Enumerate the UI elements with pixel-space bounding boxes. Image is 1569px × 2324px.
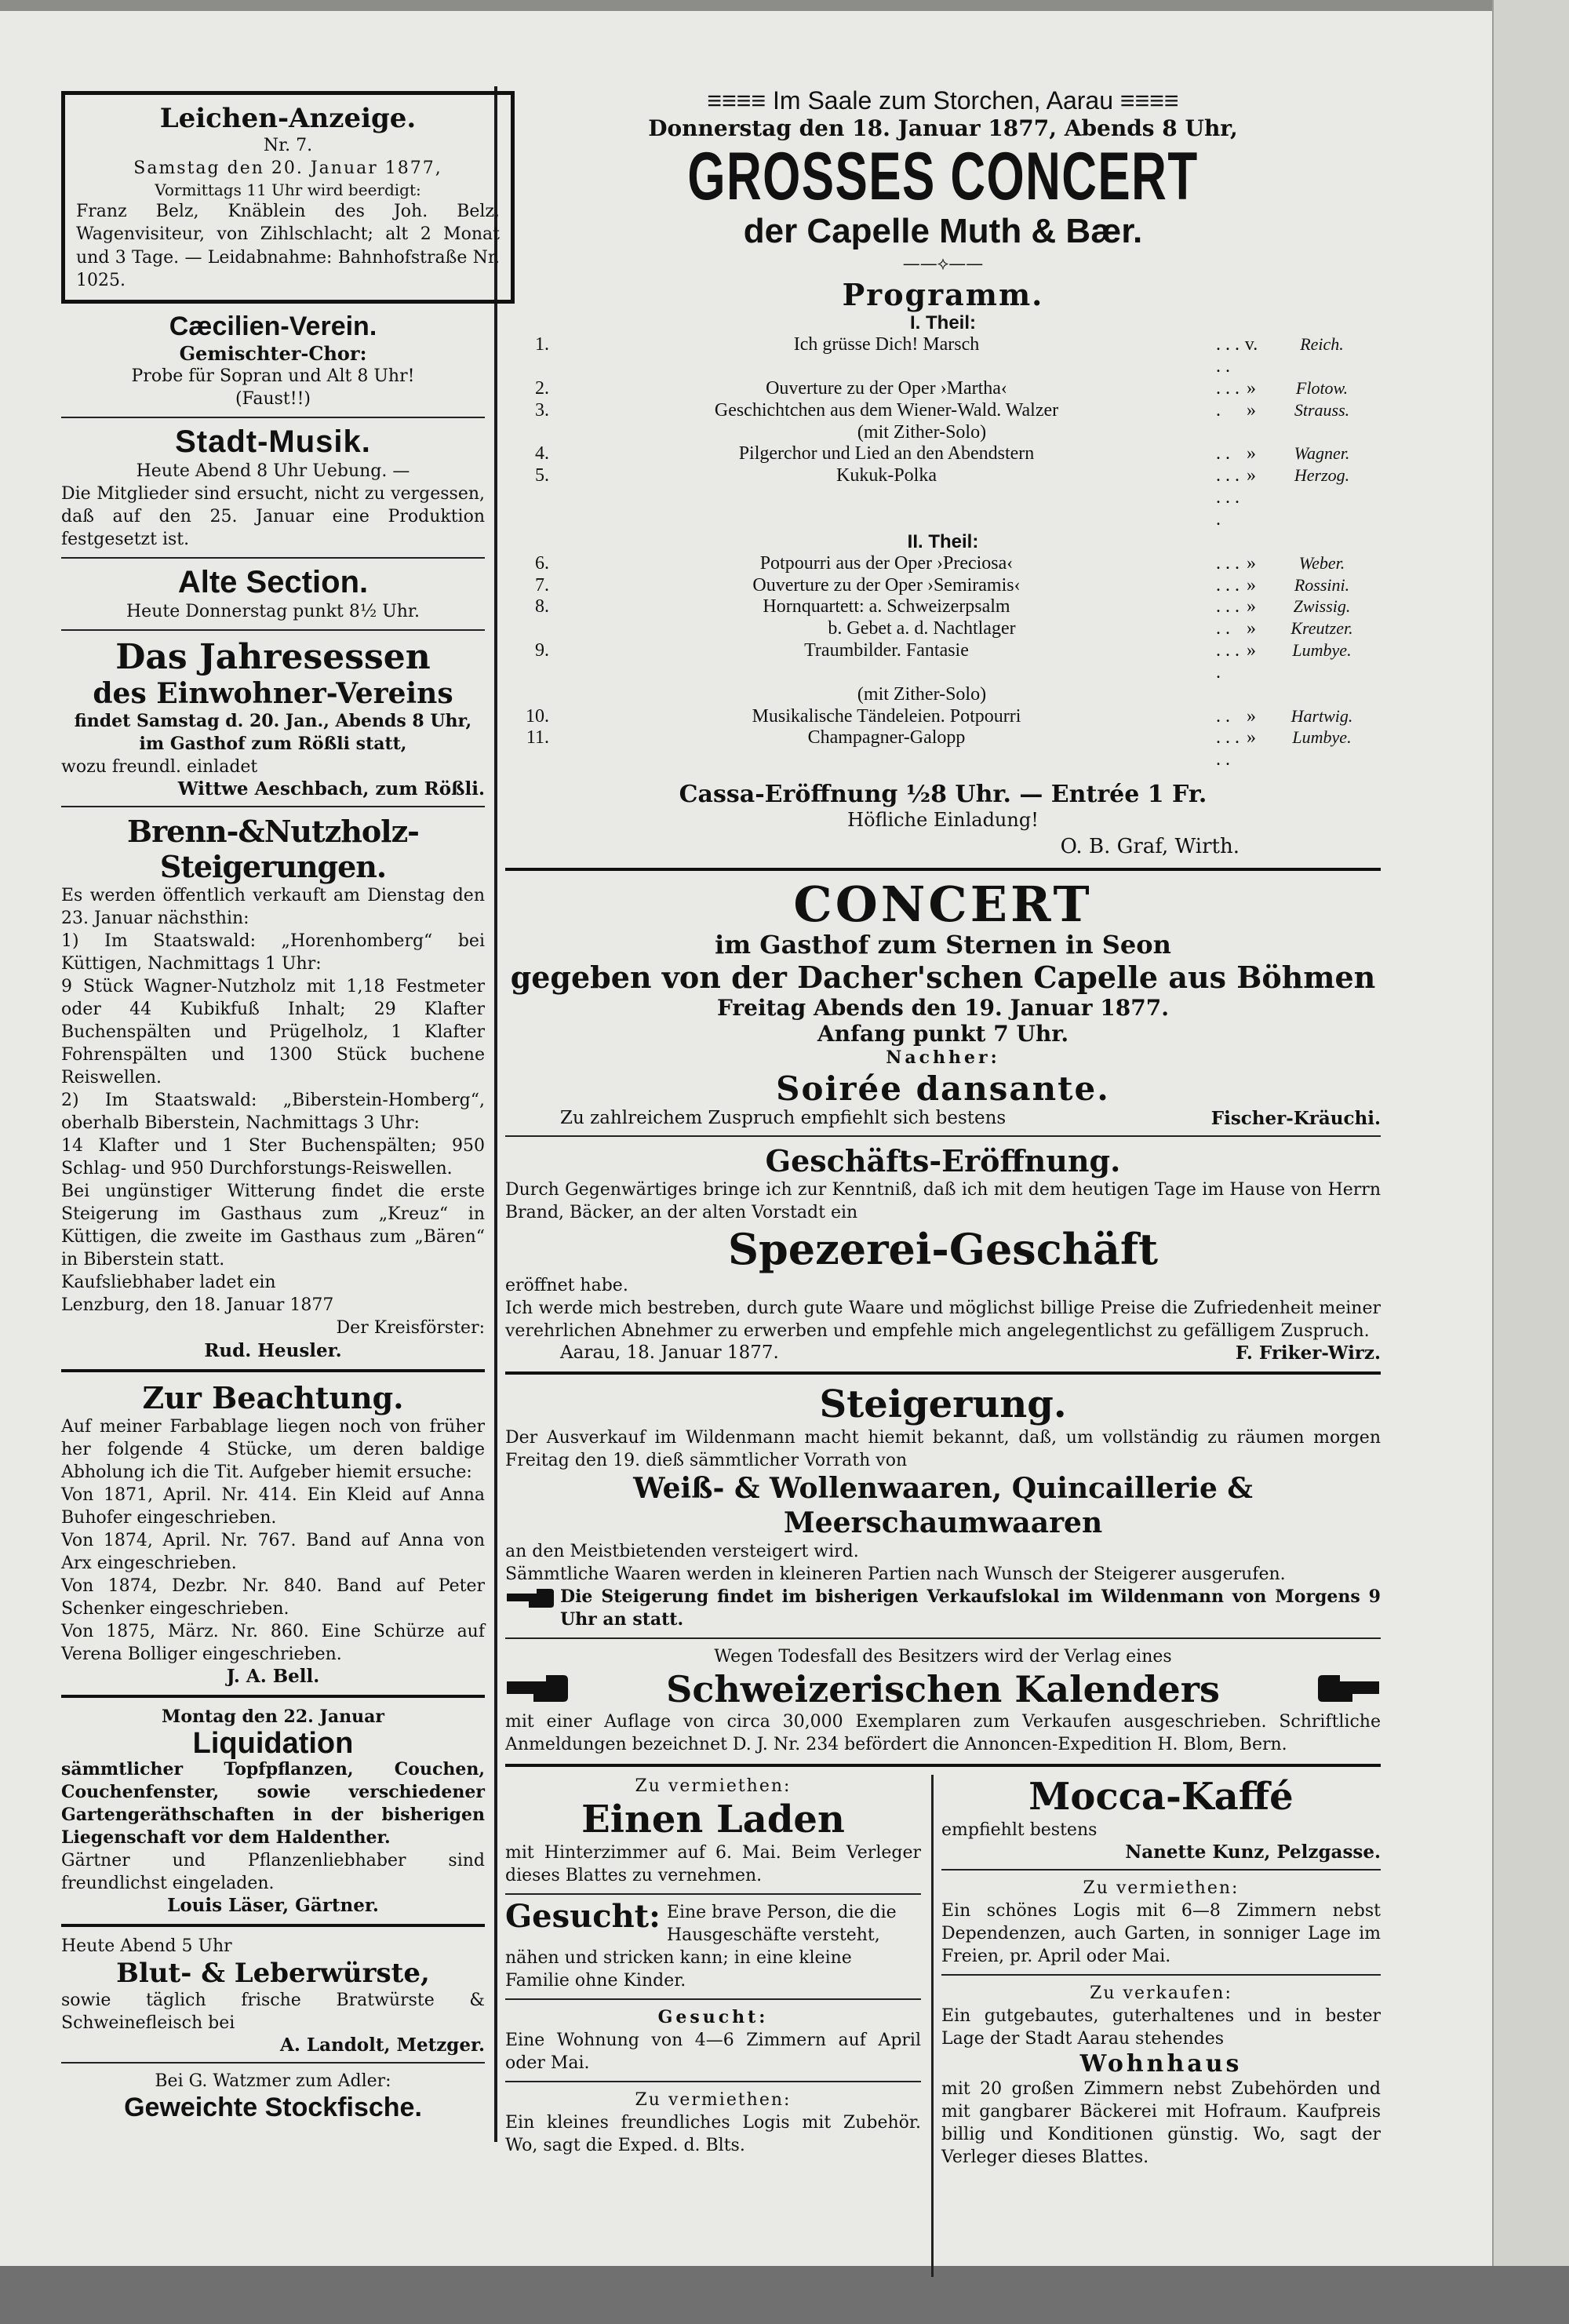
program-item bbox=[505, 575, 1381, 597]
jahresessen-line3: wozu freundl. einladet bbox=[61, 756, 258, 777]
program-part1-list bbox=[505, 334, 1381, 530]
program-item-number: 7. bbox=[535, 574, 549, 596]
liquidation-body: sämmtlicher Topfpflanzen, Couchen, Couchenfenster, sowie verschiedener Gartengeräthschaften in der bisherigen Liegenschaft vor dem Haldenther. bbox=[61, 1758, 485, 1848]
program-item-title: Kukuk-Polka bbox=[836, 465, 937, 486]
program-item bbox=[505, 443, 1381, 465]
liquidation-signature: Louis Läser, Gärtner. bbox=[167, 1895, 379, 1917]
program-item-number: 11. bbox=[526, 727, 549, 749]
divider bbox=[505, 1371, 1381, 1375]
stockfische-line1: Bei G. Watzmer zum Adler: bbox=[155, 2071, 391, 2092]
caecilien-title: Cæcilien-Verein. bbox=[169, 311, 377, 341]
program-item-number: 3. bbox=[535, 399, 549, 421]
divider bbox=[505, 868, 1381, 871]
program-item-composer bbox=[1263, 422, 1381, 444]
program-item bbox=[505, 553, 1381, 575]
stadt-musik bbox=[61, 424, 485, 551]
program-item-title: Potpourri aus der Oper ›Preciosa‹ bbox=[759, 552, 1014, 574]
steigerung-p4: Die Steigerung findet im bisherigen Verkaufslokal im Wildenmann von Morgens 9 Uhr an statt. bbox=[560, 1586, 1381, 1630]
program-item-dots: . . . . . . . bbox=[1216, 465, 1240, 530]
beachtung-title: Zur Beachtung. bbox=[142, 1379, 404, 1415]
concert2-footer bbox=[505, 1108, 1381, 1129]
gesucht2-body: Eine Wohnung von 4—6 Zimmern auf April oder Mai. bbox=[505, 2031, 921, 2074]
kalender-big: Schweizerischen Kalenders bbox=[666, 1667, 1220, 1710]
concert2-line2: gegeben von der Dacher'schen Capelle aus Böhmen bbox=[510, 960, 1376, 996]
laden-title: Einen Laden bbox=[581, 1797, 845, 1841]
steigerung-title: Steigerung. bbox=[819, 1382, 1067, 1427]
leichen-title: Leichen-Anzeige. bbox=[159, 103, 417, 134]
program-item-composer bbox=[1263, 684, 1381, 706]
kalender-title-row bbox=[505, 1668, 1381, 1710]
jahresessen-line1: findet Samstag d. 20. Jan., Abends 8 Uhr, bbox=[74, 710, 472, 731]
leichen-date: Samstag den 20. Januar 1877, bbox=[133, 158, 442, 179]
program-item-title: Ouverture zu der Oper ›Semiramis‹ bbox=[752, 574, 1021, 596]
gesucht1-body: Eine brave Person, die die Hausgeschäfte versteht, nähen und stricken kann; in eine kleine Familie ohne Kinder. bbox=[505, 1903, 897, 1991]
alte-title: Alte Section. bbox=[177, 564, 369, 599]
sub-column-divider bbox=[931, 1775, 934, 2277]
pointing-hand-right-icon bbox=[505, 1672, 568, 1707]
divider bbox=[505, 1764, 1381, 1767]
program-item-composer: Kreutzer. bbox=[1291, 618, 1353, 639]
program-item-title: Geschichtchen aus dem Wiener-Wald. Walzer bbox=[714, 399, 1059, 421]
scan-edge-right bbox=[1492, 0, 1569, 2324]
program-item-prefix: » bbox=[1247, 574, 1256, 596]
divider bbox=[61, 629, 485, 631]
program-item bbox=[505, 706, 1381, 728]
jahresessen-title1: Das Jahresessen bbox=[115, 636, 431, 677]
wohnhaus-p1: Ein gutgebautes, guterhaltenes und in bester Lage der Stadt Aarau stehendes bbox=[941, 2006, 1381, 2049]
laden bbox=[505, 1775, 921, 1887]
stadtmusik-line1: Heute Abend 8 Uhr Uebung. — bbox=[136, 461, 410, 481]
geschaeft-p2: eröffnet habe. bbox=[505, 1276, 628, 1296]
divider bbox=[61, 1695, 485, 1698]
beachtung-item: Von 1874, April. Nr. 767. Band auf Anna von Arx eingeschrieben. bbox=[61, 1530, 485, 1573]
gesucht-wohnung bbox=[505, 2006, 921, 2074]
divider bbox=[941, 1974, 1381, 1976]
program-item-prefix: » bbox=[1247, 552, 1256, 574]
logis2-title: Zu vermiethen: bbox=[1083, 1878, 1240, 1898]
ornament-rule-icon: ≡≡≡≡ bbox=[707, 86, 773, 115]
program-item-dots bbox=[1216, 422, 1240, 444]
beachtung-signature: J. A. Bell. bbox=[226, 1665, 320, 1687]
program-item-title: Ouverture zu der Oper ›Martha‹ bbox=[766, 377, 1007, 399]
program-item-composer: Lumbye. bbox=[1292, 727, 1352, 748]
divider bbox=[61, 557, 485, 559]
concert2-line7: Zu zahlreichem Zuspruch empfiehlt sich bestens bbox=[560, 1108, 1007, 1129]
program-item-title: b. Gebet a. d. Nachtlager bbox=[828, 618, 1016, 639]
program-item-composer: Strauss. bbox=[1294, 399, 1350, 420]
steigerung-p2: an den Meistbietenden versteigert wird. bbox=[505, 1541, 859, 1561]
laden-line1: Zu vermiethen: bbox=[635, 1776, 792, 1796]
program-item-number: 9. bbox=[535, 640, 549, 661]
wohnhaus-title: Zu verkaufen: bbox=[1090, 1983, 1232, 2004]
program-item-prefix: » bbox=[1247, 377, 1256, 399]
brenn-p4: 2) Im Staatswald: „Biberstein-Homberg“, oberhalb Biberstein, Nachmittags 3 Uhr: bbox=[61, 1091, 485, 1134]
geschaeft-footer bbox=[505, 1342, 1381, 1364]
program-item-number: 10. bbox=[526, 705, 549, 727]
jahresessen-line2: im Gasthof zum Rößli statt, bbox=[139, 733, 407, 754]
gesucht-person bbox=[505, 1898, 921, 1992]
program-item-prefix: » bbox=[1247, 465, 1256, 486]
program-item-dots: . . bbox=[1216, 443, 1230, 464]
divider bbox=[505, 2081, 921, 2082]
concert2-line6: Soirée dansante. bbox=[776, 1069, 1110, 1109]
program-item-title: (mit Zither-Solo) bbox=[857, 683, 987, 705]
program-title: Programm. bbox=[842, 277, 1044, 313]
program-item-dots: . . . . . bbox=[1216, 727, 1240, 770]
program-item-number bbox=[505, 422, 557, 444]
divider bbox=[505, 1893, 921, 1895]
concert1-invite: Höfliche Einladung! bbox=[847, 809, 1039, 832]
program-item-dots: . bbox=[1216, 399, 1221, 421]
program-item-composer: Weber. bbox=[1298, 552, 1345, 573]
kalender bbox=[505, 1645, 1381, 1756]
logis-gross bbox=[941, 1877, 1381, 1968]
brenn-role: Der Kreisförster: bbox=[336, 1318, 485, 1339]
liquidation bbox=[61, 1706, 485, 1916]
program-item bbox=[505, 400, 1381, 422]
concert1-title: GROSSES CONCERT bbox=[687, 139, 1199, 214]
blut-line1: Heute Abend 5 Uhr bbox=[61, 1936, 232, 1957]
program-item bbox=[505, 727, 1381, 771]
program-item-prefix: » bbox=[1247, 727, 1256, 749]
blut-signature: A. Landolt, Metzger. bbox=[280, 2034, 485, 2056]
concert2-line5: Nachher: bbox=[886, 1047, 1000, 1069]
divider bbox=[61, 806, 485, 807]
blut-title: Blut- & Leberwürste, bbox=[116, 1958, 430, 1990]
grosses-concert bbox=[505, 86, 1381, 860]
beachtung-p1: Auf meiner Farbablage liegen noch von früher her folgende 4 Stücke, um deren baldige Abholung ich die Tit. Aufgeber hiemit ersuche: bbox=[61, 1416, 485, 1482]
wohnhaus-p2: mit 20 großen Zimmern nebst Zubehörden und mit gangbarer Bäckerei mit Hofraum. Kaufpreis billig und Konditionen günstig. Wo, sagt der Verleger dieses Blattes. bbox=[941, 2079, 1381, 2168]
caecilien-subtitle: Gemischter-Chor: bbox=[179, 341, 367, 365]
program-item-prefix bbox=[1240, 422, 1263, 444]
alte-line: Heute Donnerstag punkt 8½ Uhr. bbox=[126, 601, 420, 621]
divider bbox=[61, 2062, 485, 2064]
right-column bbox=[505, 86, 1381, 2168]
small-ads-right bbox=[941, 1775, 1381, 2277]
left-column bbox=[61, 86, 500, 2142]
steigerung-big: Weiß- & Wollenwaaren, Quincaillerie & Meerschaumwaaren bbox=[633, 1472, 1253, 1539]
brenn-p2: 1) Im Staatswald: „Horenhomberg“ bei Küttigen, Nachmittags 1 Uhr: bbox=[61, 931, 485, 974]
laden-body: mit Hinterzimmer auf 6. Mai. Beim Verleger dieses Blattes zu vernehmen. bbox=[505, 1842, 921, 1886]
logis-klein bbox=[505, 2089, 921, 2157]
jahresessen-title2: des Einwohner-Vereins bbox=[93, 676, 453, 710]
kalender-p1: Wegen Todesfall des Besitzers wird der Verlag eines bbox=[714, 1646, 1172, 1667]
program-item-dots: . . . bbox=[1216, 552, 1240, 574]
stockfische-title: Geweichte Stockfische. bbox=[124, 2093, 422, 2123]
pointing-hand-left-icon bbox=[1318, 1672, 1381, 1707]
program-part1: I. Theil: bbox=[910, 312, 976, 334]
beachtung-item: Von 1874, Dezbr. Nr. 840. Band auf Peter Schenker eingeschrieben. bbox=[61, 1575, 485, 1619]
blut-body: sowie täglich frische Bratwürste & Schweinefleisch bei bbox=[61, 1991, 485, 2034]
program-item-composer: Reich. bbox=[1300, 334, 1344, 355]
geschaeft-big: Spezerei-Geschäft bbox=[727, 1224, 1159, 1275]
geschaeft-p3: Ich werde mich bestreben, durch gute Waare und möglichst billige Preise die Zufriedenheit meiner verehrlichen Abnehmer zu erwerben und empfehle mich angelegentlichst zu gefälligem Zuspruch. bbox=[505, 1299, 1381, 1342]
program-item-title: Traumbilder. Fantasie bbox=[804, 640, 969, 661]
program-item-number: 6. bbox=[535, 552, 549, 574]
divider bbox=[941, 1869, 1381, 1870]
divider bbox=[61, 1369, 485, 1372]
stadtmusik-body: Die Mitglieder sind ersucht, nicht zu vergessen, daß auf den 25. Januar eine Produktion festgesetzt ist. bbox=[61, 483, 485, 549]
program-part2-list bbox=[505, 553, 1381, 771]
steigerung-p1: Der Ausverkauf im Wildenmann macht hiemit bekannt, daß, um vollständig zu räumen morgen Freitag den 19. dieß sämmtlicher Vorrath von bbox=[505, 1428, 1381, 1471]
program-item bbox=[505, 684, 1381, 706]
mocca-title: Mocca-Kaffé bbox=[1028, 1774, 1294, 1819]
mocca-signature: Nanette Kunz, Pelzgasse. bbox=[1125, 1841, 1381, 1863]
program-item bbox=[505, 640, 1381, 684]
program-item-dots: . . . bbox=[1216, 596, 1240, 617]
kalender-p2: mit einer Auflage von circa 30,000 Exemplaren zum Verkaufen ausgeschrieben. Schriftliche Anmeldungen bezeichnet D. J. Nr. 234 befördert die Annoncen-Expedition H. Blom, Bern. bbox=[505, 1711, 1381, 1754]
scan-edge-top bbox=[0, 0, 1569, 11]
program-item bbox=[505, 618, 1381, 640]
caecilien-verein bbox=[61, 311, 485, 410]
concert1-subtitle: der Capelle Muth & Bær. bbox=[743, 212, 1143, 251]
concert-seon bbox=[505, 876, 1381, 1130]
program-item-prefix bbox=[1240, 684, 1263, 706]
mocca-kaffe bbox=[941, 1775, 1381, 1863]
pointing-hand-icon bbox=[505, 1586, 554, 1612]
leichen-body: Franz Belz, Knäblein des Joh. Belz, Wagenvisiteur, von Zihlschlacht; alt 2 Monat und 3 Tage. — Leidabnahme: Bahnhofstraße Nr. 1025. bbox=[76, 202, 500, 290]
program-item-number: 8. bbox=[535, 596, 549, 617]
divider bbox=[505, 1998, 921, 2000]
brenn-title: Brenn-&Nutzholz-Steigerungen. bbox=[127, 813, 419, 884]
brenn-p7: Kaufsliebhaber ladet ein bbox=[61, 1273, 276, 1293]
stockfische bbox=[61, 2070, 485, 2123]
divider bbox=[505, 1637, 1381, 1639]
gesucht1-title: Gesucht: bbox=[505, 1898, 661, 1936]
program-item-number: 2. bbox=[535, 377, 549, 399]
program-item bbox=[505, 596, 1381, 618]
small-ads-left bbox=[505, 1775, 921, 2277]
brenn-p3: 9 Stück Wagner-Nutzholz mit 1,18 Festmeter oder 44 Kubikfuß Inhalt; 29 Klafter Buchenspälten und Prügelholz, 1 Klafter Fohrenspälten und 1300 Stück buchene Reiswellen. bbox=[61, 977, 485, 1088]
gesucht2-title: Gesucht: bbox=[657, 2007, 769, 2028]
leichen-anzeige bbox=[61, 91, 515, 304]
concert2-signature: Fischer-Kräuchi. bbox=[1210, 1108, 1381, 1130]
concert1-signature: O. B. Graf, Wirth. bbox=[1060, 834, 1240, 858]
program-item-composer: Herzog. bbox=[1294, 465, 1350, 486]
concert1-venue: Im Saale zum Storchen, Aarau bbox=[773, 86, 1113, 115]
concert1-date: Donnerstag den 18. Januar 1877, Abends 8 Uhr, bbox=[648, 115, 1238, 141]
divider bbox=[61, 1924, 485, 1927]
caecilien-line2: (Faust!!) bbox=[235, 388, 311, 409]
brenn-signature: Rud. Heusler. bbox=[204, 1339, 342, 1361]
divider bbox=[505, 1135, 1381, 1137]
program-item-composer: Rossini. bbox=[1294, 574, 1350, 595]
brenn-place: Lenzburg, den 18. Januar 1877 bbox=[61, 1295, 334, 1316]
blut-leberwuerste bbox=[61, 1935, 485, 2056]
program-item-prefix: » bbox=[1247, 705, 1256, 727]
steigerung-p4-row bbox=[505, 1586, 1381, 1631]
concert2-title: CONCERT bbox=[793, 876, 1093, 934]
caecilien-line1: Probe für Sopran und Alt 8 Uhr! bbox=[131, 366, 415, 386]
program-item-dots bbox=[1216, 684, 1240, 706]
column-divider bbox=[494, 86, 497, 2142]
alte-section bbox=[61, 565, 485, 623]
program-item bbox=[505, 465, 1381, 530]
program-item-title: Champagner-Galopp bbox=[807, 727, 966, 749]
liquidation-title: Liquidation bbox=[192, 1726, 354, 1760]
jahresessen-signature: Wittwe Aeschbach, zum Rößli. bbox=[177, 778, 485, 800]
concert2-line3: Freitag Abends den 19. Januar 1877. bbox=[717, 995, 1169, 1022]
stadtmusik-title: Stadt-Musik. bbox=[175, 424, 371, 459]
logis2-body: Ein schönes Logis mit 6—8 Zimmern nebst Dependenzen, auch Garten, in sonniger Lage im Freien, pr. April oder Mai. bbox=[941, 1901, 1381, 1967]
geschaefts-eroeffnung bbox=[505, 1143, 1381, 1364]
concert2-line4: Anfang punkt 7 Uhr. bbox=[817, 1021, 1069, 1047]
program-item-composer: Wagner. bbox=[1294, 443, 1350, 464]
program-item-dots: . . bbox=[1216, 618, 1230, 639]
program-item-prefix: » bbox=[1247, 399, 1256, 421]
liquidation-p2: Gärtner und Pflanzenliebhaber sind freundlichst eingeladen. bbox=[61, 1851, 485, 1894]
ornament-icon: ——⟡—— bbox=[902, 254, 984, 275]
program-item-title: Ich grüsse Dich! Marsch bbox=[793, 334, 980, 355]
program-item-composer: Flotow. bbox=[1295, 377, 1349, 398]
leichen-time: Vormittags 11 Uhr wird beerdigt: bbox=[155, 180, 421, 200]
wohnhaus-big: Wohnhaus bbox=[1079, 2050, 1243, 2078]
concert1-cassa: Cassa-Eröffnung ½8 Uhr. — Entrée 1 Fr. bbox=[679, 781, 1207, 809]
program-item-prefix: » bbox=[1247, 640, 1256, 661]
brenn-p6: Bei ungünstiger Witterung findet die erste Steigerung im Gasthaus zum „Kreuz“ in Küttigen, die zweite im Gasthaus zum „Bären“ in Biberstein statt. bbox=[61, 1182, 485, 1270]
program-item-dots: . . . bbox=[1216, 377, 1240, 399]
program-item bbox=[505, 334, 1381, 378]
program-item-prefix: v. bbox=[1244, 334, 1258, 355]
beachtung-item: Von 1875, März. Nr. 860. Eine Schürze auf Verena Bolliger eingeschrieben. bbox=[61, 1621, 485, 1664]
program-item-composer: Hartwig. bbox=[1291, 705, 1353, 726]
program-item-number bbox=[505, 684, 557, 706]
program-item-prefix: » bbox=[1247, 596, 1256, 617]
mocca-line1: empfiehlt bestens bbox=[941, 1819, 1098, 1840]
program-item-dots: . . bbox=[1216, 705, 1230, 727]
steigerung bbox=[505, 1382, 1381, 1631]
program-item-composer: Zwissig. bbox=[1293, 596, 1351, 617]
liquidation-line1: Montag den 22. Januar bbox=[162, 1706, 384, 1727]
wohnhaus bbox=[941, 1982, 1381, 2169]
program-item-number: 4. bbox=[535, 443, 549, 464]
program-item-composer: Lumbye. bbox=[1292, 640, 1352, 661]
geschaeft-p1: Durch Gegenwärtiges bringe ich zur Kenntniß, daß ich mit dem heutigen Tage im Hause von Herrn Brand, Bäcker, an der alten Vorstadt ein bbox=[505, 1180, 1381, 1223]
program-item-title: Pilgerchor und Lied an den Abendstern bbox=[738, 443, 1035, 464]
steigerung-p3: Sämmtliche Waaren werden in kleineren Partien nach Wunsch der Steigerer ausgerufen. bbox=[505, 1564, 1286, 1584]
program-item-title: (mit Zither-Solo) bbox=[857, 421, 987, 443]
ornament-rule-icon: ≡≡≡≡ bbox=[1113, 86, 1179, 115]
brennholz-steigerungen bbox=[61, 814, 485, 1361]
geschaeft-signature: F. Friker-Wirz. bbox=[1235, 1342, 1381, 1364]
program-item-title: Hornquartett: a. Schweizerpsalm bbox=[763, 596, 1010, 617]
program-item-number: 1. bbox=[535, 334, 549, 355]
leichen-nr: Nr. 7. bbox=[263, 136, 313, 155]
brenn-p5: 14 Klafter und 1 Ster Buchenspälten; 950 Schlag- und 950 Durchforstungs-Reiswellen. bbox=[61, 1136, 485, 1179]
concert2-line1: im Gasthof zum Sternen in Seon bbox=[715, 930, 1171, 960]
geschaeft-place: Aarau, 18. Januar 1877. bbox=[560, 1342, 779, 1364]
zur-beachtung bbox=[61, 1380, 485, 1687]
program-item bbox=[505, 422, 1381, 444]
program-part2: II. Theil: bbox=[907, 530, 979, 552]
program-item-number: 5. bbox=[535, 465, 549, 486]
brenn-p1: Es werden öffentlich verkauft am Dienstag den 23. Januar nächsthin: bbox=[61, 885, 485, 928]
gesucht1-row bbox=[505, 1898, 921, 1992]
geschaeft-title: Geschäfts-Eröffnung. bbox=[765, 1143, 1121, 1179]
program-item bbox=[505, 378, 1381, 400]
divider bbox=[61, 417, 485, 418]
beachtung-item: Von 1871, April. Nr. 414. Ein Kleid auf Anna Buhofer eingeschrieben. bbox=[61, 1484, 485, 1528]
concert1-venue-row bbox=[505, 86, 1381, 115]
program-item-number bbox=[505, 618, 557, 640]
program-item-dots: . . . . . bbox=[1216, 334, 1240, 377]
program-item-prefix: » bbox=[1247, 618, 1256, 639]
logis1-body: Ein kleines freundliches Logis mit Zubehör. Wo, sagt die Exped. d. Blts. bbox=[505, 2113, 921, 2156]
program-item-dots: . . . . bbox=[1216, 640, 1240, 683]
program-item-title: Musikalische Tändeleien. Potpourri bbox=[752, 705, 1021, 727]
small-ads bbox=[505, 1775, 1381, 2277]
program-item-prefix: » bbox=[1247, 443, 1256, 464]
jahresessen bbox=[61, 637, 485, 800]
program-item-dots: . . . bbox=[1216, 574, 1240, 596]
logis1-title: Zu vermiethen: bbox=[635, 2090, 792, 2111]
